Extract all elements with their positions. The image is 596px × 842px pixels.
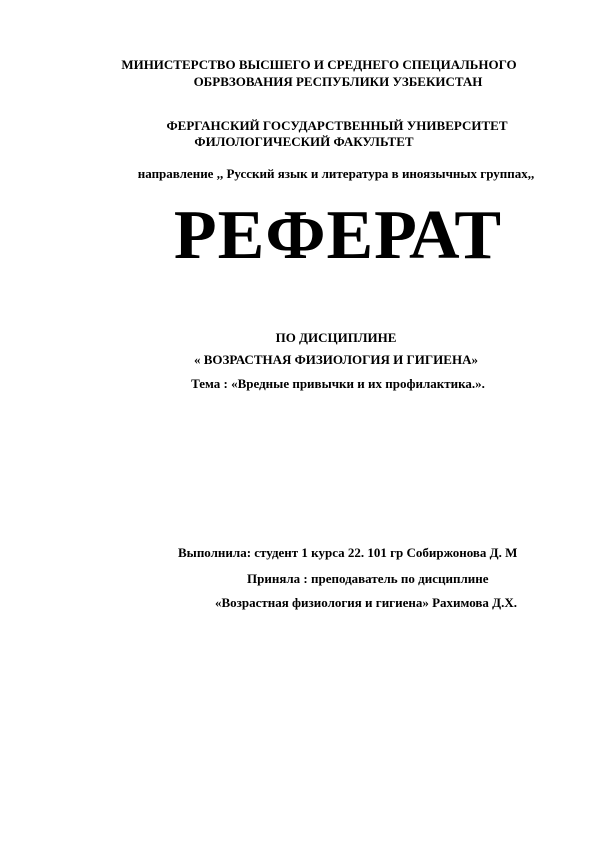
university-line-1: ФЕРГАНСКИЙ ГОСУДАРСТВЕННЫЙ УНИВЕРСИТЕТ	[166, 118, 508, 133]
direction-line: направление ,, Русский язык и литература в иноязычных группах,,	[137, 166, 535, 181]
document-title: РЕФЕРАТ	[173, 197, 503, 274]
accepted-by-line: Приняла : преподаватель по дисциплине	[247, 571, 489, 586]
discipline-name: « ВОЗРАСТНАЯ ФИЗИОЛОГИЯ И ГИГИЕНА»	[194, 352, 478, 367]
ministry-line-2: ОБРВЗОВАНИЯ РЕСПУБЛИКИ УЗБЕКИСТАН	[193, 74, 483, 89]
faculty-line: ФИЛОЛОГИЧЕСКИЙ ФАКУЛЬТЕТ	[194, 134, 414, 149]
done-by-line: Выполнила: студент 1 курса 22. 101 гр Собиржонова Д. М	[178, 545, 518, 560]
discipline-heading: ПО ДИСЦИПЛИНЕ	[275, 330, 397, 345]
accepted-subject-line: «Возрастная физиология и гигиена» Рахимова Д.Х.	[215, 595, 517, 610]
topic-line: Тема : «Вредные привычки и их профилактика.».	[191, 376, 485, 391]
ministry-line-1: МИНИСТЕРСТВО ВЫСШЕГО И СРЕДНЕГО СПЕЦИАЛЬНОГО	[121, 57, 517, 72]
